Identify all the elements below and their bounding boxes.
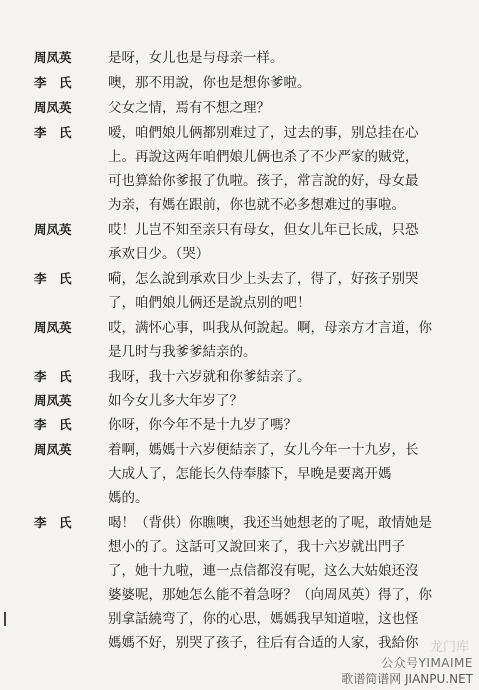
speaker-name: 李 氏 bbox=[34, 369, 72, 384]
dialogue-line bbox=[0, 267, 479, 291]
dialogue-line bbox=[0, 121, 479, 145]
watermark-account-text: 公众号YIMAIME bbox=[381, 656, 473, 670]
dialogue-text: 是几时与我爹爹結亲的。 bbox=[108, 344, 257, 360]
dialogue-line bbox=[0, 169, 479, 193]
dialogue-line bbox=[0, 71, 479, 95]
dialogue-line bbox=[0, 607, 479, 631]
dialogue-line bbox=[0, 486, 479, 510]
dialogue-line bbox=[0, 242, 479, 266]
dialogue-line bbox=[0, 46, 479, 70]
dialogue-text: 媽的。 bbox=[108, 490, 149, 506]
dialogue-text: 哎！儿岂不知至亲只有母女，但女儿年已长成，只恐 bbox=[108, 222, 419, 238]
speaker-name: 周凤英 bbox=[34, 320, 72, 335]
dialogue-line bbox=[0, 365, 479, 389]
dialogue-text: 我呀，我十六岁就和你爹結亲了。 bbox=[108, 369, 311, 385]
speaker-name: 周凤英 bbox=[34, 442, 72, 457]
dialogue-text: 别拿話繞弯了，你的心思，媽媽我早知道啦，这也怪 bbox=[108, 611, 419, 627]
dialogue-text: 大成人了，怎能长久侍奉膝下，早晚是要离开媽 bbox=[108, 466, 392, 482]
dialogue-text: 噢，那不用說，你也是想你爹啦。 bbox=[108, 75, 311, 91]
dialogue-line bbox=[0, 438, 479, 462]
dialogue-text: 想小的了。这話可又說回来了，我十六岁就出門子 bbox=[108, 539, 405, 555]
dialogue-text: 了，她十九啦，連一点信都沒有呢，这么大姑娘还沒 bbox=[108, 563, 419, 579]
dialogue-text: 如今女儿多大年岁了？ bbox=[108, 393, 243, 409]
dialogue-text: 承欢日少。（哭） bbox=[108, 246, 210, 262]
dialogue-line bbox=[0, 96, 479, 120]
dialogue-text: 为亲，有媽在跟前，你也就不必多想难过的事啦。 bbox=[108, 197, 405, 213]
dialogue-text: 父女之情，焉有不想之理？ bbox=[108, 100, 270, 116]
dialogue-text: 哎，满怀心事，叫我从何說起。啊，母亲方才言道，你 bbox=[108, 320, 432, 336]
watermark bbox=[323, 636, 473, 686]
dialogue-line bbox=[0, 462, 479, 486]
dialogue-text: 是呀，女儿也是与母亲一样。 bbox=[108, 50, 284, 66]
dialogue-line bbox=[0, 583, 479, 607]
dialogue-text: 嗬，怎么說到承欢日少上头去了，得了，好孩子别哭 bbox=[108, 271, 419, 287]
speaker-name: 李 氏 bbox=[34, 75, 72, 90]
speaker-name: 周凤英 bbox=[34, 393, 72, 408]
dialogue-text: 着啊，媽媽十六岁便結亲了，女儿今年一十九岁，长 bbox=[108, 442, 419, 458]
dialogue-line bbox=[0, 193, 479, 217]
speaker-name: 李 氏 bbox=[34, 515, 72, 530]
speaker-name: 周凤英 bbox=[34, 222, 72, 237]
dialogue-line bbox=[0, 535, 479, 559]
dialogue-text: 了，咱們娘儿俩还是說点别的吧！ bbox=[108, 295, 311, 311]
speaker-name: 李 氏 bbox=[34, 271, 72, 286]
dialogue-text: 可也算給你爹报了仇啦。孩子，常言說的好，母女最 bbox=[108, 173, 419, 189]
dialogue-line bbox=[0, 291, 479, 315]
dialogue-line bbox=[0, 389, 479, 413]
speaker-name: 李 氏 bbox=[34, 417, 72, 432]
watermark-site-text: 歌谱简谱网 JIANPU.NET bbox=[341, 672, 473, 686]
dialogue-line bbox=[0, 316, 479, 340]
dialogue-line bbox=[0, 218, 479, 242]
margin-mark bbox=[4, 612, 6, 626]
speaker-name: 周凤英 bbox=[34, 50, 72, 65]
dialogue-text: 嗳，咱們娘儿俩都别难过了，过去的事，别总挂在心 bbox=[108, 125, 419, 141]
dialogue-text: 上。再說这两年咱們娘儿俩也杀了不少严家的贼党， bbox=[108, 149, 419, 165]
watermark-logo-text: 龙门库 bbox=[429, 640, 469, 655]
dialogue-text: 你呀，你今年不是十九岁了嗎？ bbox=[108, 417, 297, 433]
speaker-name: 李 氏 bbox=[34, 125, 72, 140]
dialogue-line bbox=[0, 340, 479, 364]
dialogue-text: 喝！（背供）你瞧噢，我还当她想老的了呢，敢情她是 bbox=[108, 515, 432, 531]
dialogue-text: 媽媽不好，别哭了孩子，往后有合适的人家，我給你 bbox=[108, 635, 419, 651]
speaker-name: 周凤英 bbox=[34, 100, 72, 115]
dialogue-line bbox=[0, 413, 479, 437]
dialogue-line bbox=[0, 511, 479, 535]
dialogue-text: 婆婆呢，那她怎么能不着急呀？（向周凤英）得了，你 bbox=[108, 587, 432, 603]
dialogue-line bbox=[0, 145, 479, 169]
dialogue-line bbox=[0, 559, 479, 583]
